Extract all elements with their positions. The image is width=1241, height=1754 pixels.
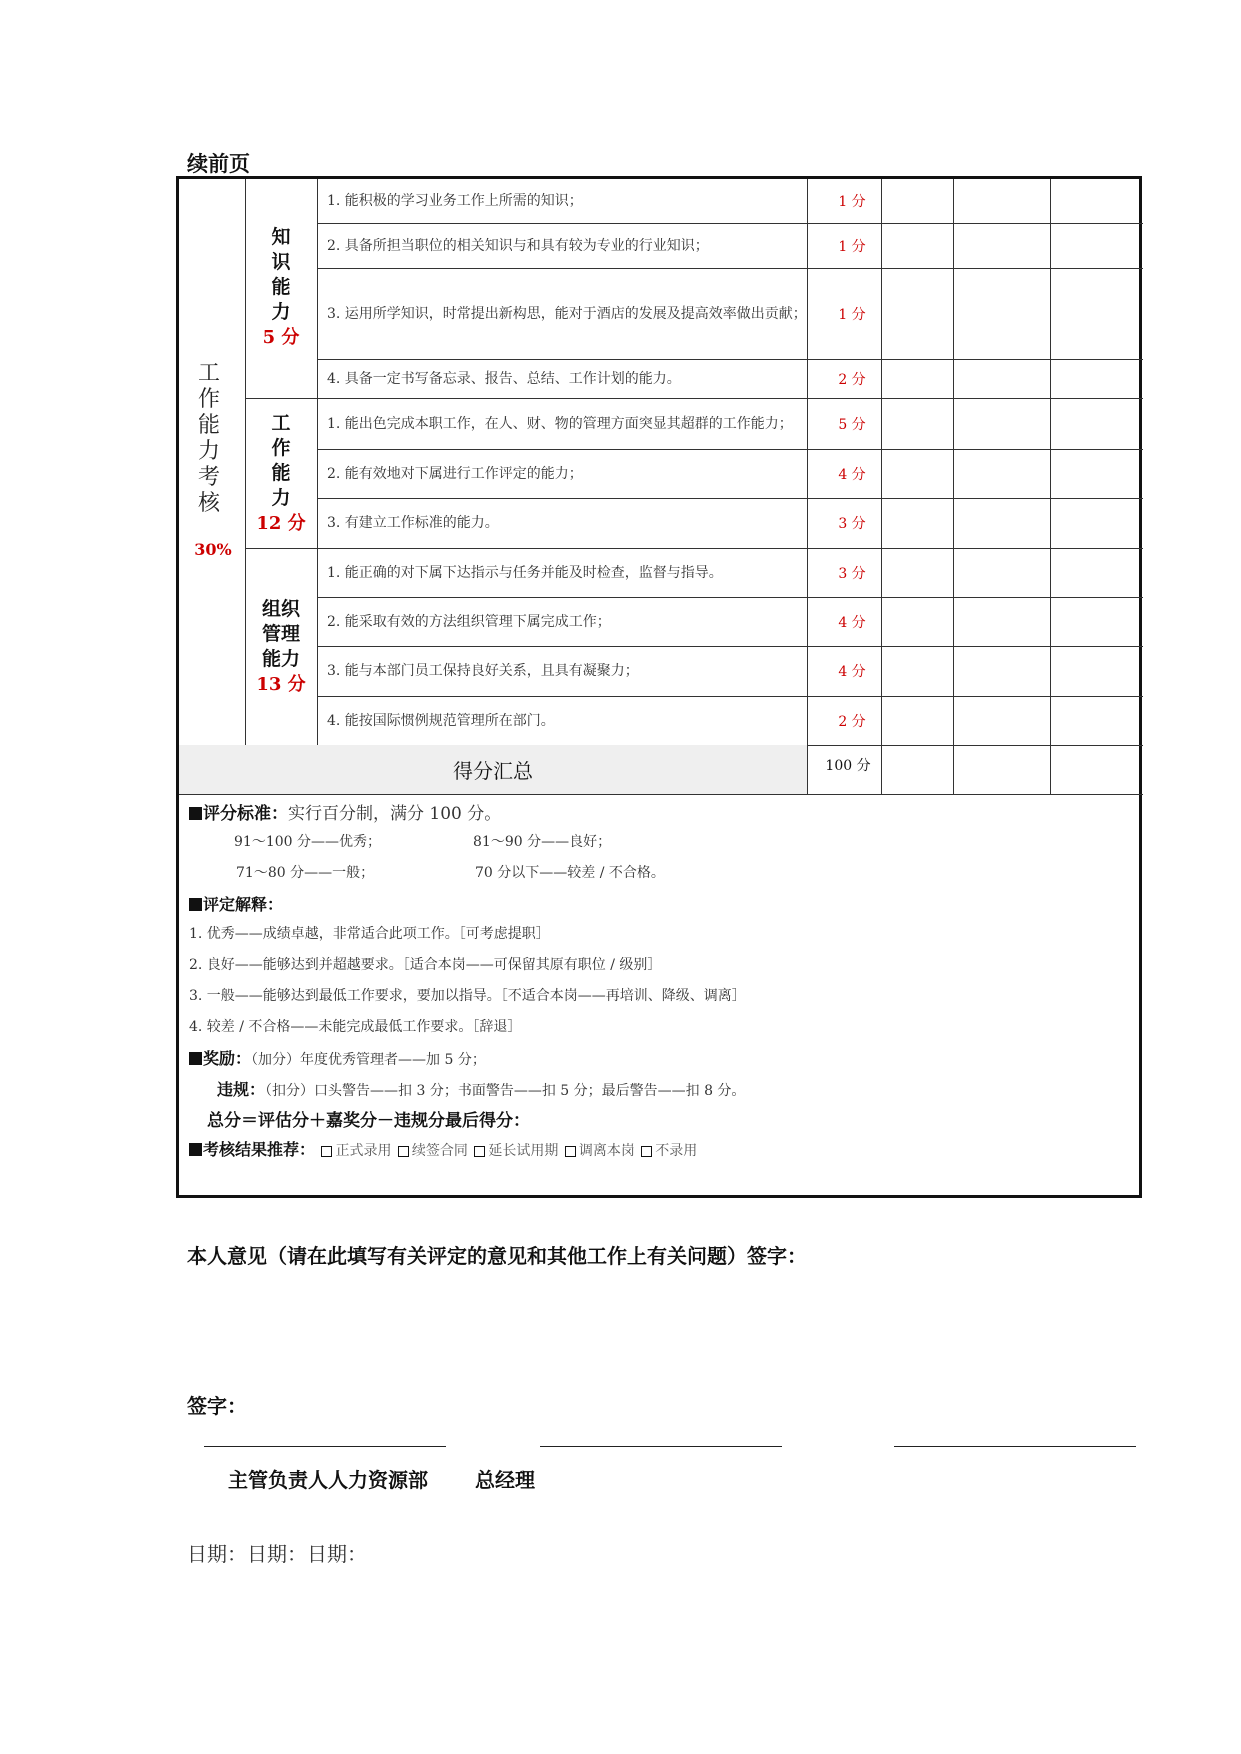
criteria-item: 4. 具备一定书写备忘录、报告、总结、工作计划的能力。 bbox=[327, 370, 681, 387]
recommend-option: 调离本岗 bbox=[578, 1143, 635, 1159]
violation-text: （扣分）口头警告——扣 3 分；书面警告——扣 5 分；最后警告——扣 8 分。 bbox=[265, 1083, 746, 1099]
criteria-item: 2. 具备所担当职位的相关知识与和具有较为专业的行业知识； bbox=[327, 237, 709, 254]
col-divider bbox=[953, 179, 954, 794]
section-organization: 组织 管理 能力 13 分 bbox=[245, 597, 317, 697]
criteria-score: 4 分 bbox=[838, 664, 866, 680]
grade-range: 91～100 分——优秀； bbox=[234, 834, 381, 850]
criteria-item: 1. 能出色完成本职工作，在人、财、物的管理方面突显其超群的工作能力； bbox=[327, 415, 793, 432]
recommend-option: 不录用 bbox=[655, 1143, 698, 1159]
continued-label: 续前页 bbox=[187, 151, 250, 176]
explanation-item: 2. 良好——能够达到并超越要求。［适合本岗——可保留其原有职位 / 级别］ bbox=[189, 957, 662, 973]
checkbox[interactable] bbox=[474, 1146, 485, 1157]
reward-heading: 奖励： bbox=[203, 1049, 252, 1068]
col-divider bbox=[1050, 179, 1051, 794]
criteria-item: 3. 运用所学知识，时常提出新构思，能对于酒店的发展及提高效率做出贡献； bbox=[327, 305, 807, 322]
category-percent: 30% bbox=[194, 540, 232, 559]
explanation-heading: 评定解释： bbox=[203, 895, 284, 914]
recommend-option: 续签合同 bbox=[411, 1143, 468, 1159]
signature-label: 签字： bbox=[187, 1394, 247, 1418]
dates: 日期：日期：日期： bbox=[187, 1542, 367, 1566]
category-title: 工 作 能 力 考 核 bbox=[197, 361, 220, 516]
col-divider bbox=[317, 179, 318, 745]
criteria-score: 3 分 bbox=[838, 516, 866, 532]
violation-heading: 违规： bbox=[217, 1080, 266, 1099]
criteria-item: 1. 能正确的对下属下达指示与任务并能及时检查，监督与指导。 bbox=[327, 564, 723, 581]
bullet-square-icon bbox=[189, 898, 202, 911]
summary-label: 得分汇总 bbox=[453, 759, 533, 783]
section-points: 5 分 bbox=[262, 327, 300, 348]
criteria-score: 1 分 bbox=[838, 306, 866, 323]
sign-roles: 主管负责人人力资源部 总经理 bbox=[228, 1468, 535, 1492]
criteria-item: 3. 能与本部门员工保持良好关系，且具有凝聚力； bbox=[327, 663, 639, 679]
criteria-item: 3. 有建立工作标准的能力。 bbox=[327, 515, 499, 531]
criteria-item: 2. 能采取有效的方法组织管理下属完成工作； bbox=[327, 613, 611, 630]
checkbox[interactable] bbox=[321, 1146, 332, 1157]
criteria-score: 4 分 bbox=[838, 466, 866, 483]
explanation-item: 3. 一般——能够达到最低工作要求，要加以指导。［不适合本岗——再培训、降级、调离］ bbox=[189, 988, 746, 1004]
bullet-square-icon bbox=[189, 1143, 202, 1156]
grade-range: 81～90 分——良好； bbox=[473, 834, 612, 850]
signature-line[interactable] bbox=[204, 1446, 446, 1447]
standards-desc: 实行百分制，满分 100 分。 bbox=[288, 804, 502, 824]
signature-line[interactable] bbox=[540, 1446, 782, 1447]
evaluation-table bbox=[176, 176, 1142, 1198]
criteria-score: 4 分 bbox=[838, 614, 866, 631]
section-knowledge: 知 识 能 力 5 分 bbox=[245, 225, 317, 350]
explanation-item: 1. 优秀——成绩卓越，非常适合此项工作。［可考虑提职］ bbox=[189, 926, 550, 942]
criteria-item: 1. 能积极的学习业务工作上所需的知识； bbox=[327, 193, 583, 209]
personal-opinion: 本人意见（请在此填写有关评定的意见和其他工作上有关问题）签字： bbox=[187, 1244, 807, 1268]
summary-score: 100 分 bbox=[825, 758, 871, 774]
criteria-item: 4. 能按国际惯例规范管理所在部门。 bbox=[327, 712, 555, 729]
grade-range: 71～80 分——一般； bbox=[236, 865, 375, 881]
explanation-item: 4. 较差 / 不合格——未能完成最低工作要求。［辞退］ bbox=[189, 1019, 522, 1035]
criteria-score: 3 分 bbox=[838, 565, 866, 582]
criteria-score: 1 分 bbox=[838, 238, 866, 255]
col-divider bbox=[807, 179, 808, 794]
signature-line[interactable] bbox=[894, 1446, 1136, 1447]
section-points: 13 分 bbox=[256, 674, 306, 695]
section-work: 工 作 能 力 12 分 bbox=[245, 411, 317, 536]
recommend-option: 正式录用 bbox=[335, 1143, 392, 1159]
bullet-square-icon bbox=[189, 1052, 202, 1065]
criteria-score: 5 分 bbox=[838, 416, 866, 433]
criteria-score: 2 分 bbox=[838, 371, 866, 388]
summary-bottom-line bbox=[179, 794, 1143, 795]
section-points: 12 分 bbox=[256, 513, 306, 534]
criteria-item: 2. 能有效地对下属进行工作评定的能力； bbox=[327, 465, 583, 482]
checkbox[interactable] bbox=[398, 1146, 409, 1157]
grade-range: 70 分以下——较差 / 不合格。 bbox=[475, 865, 665, 881]
reward-text: （加分）年度优秀管理者——加 5 分； bbox=[251, 1052, 486, 1068]
standards-heading: 评分标准： bbox=[203, 804, 288, 824]
recommend-option: 延长试用期 bbox=[488, 1143, 559, 1159]
total-formula: 总分＝评估分＋嘉奖分－违规分最后得分： bbox=[207, 1111, 530, 1131]
recommend-heading: 考核结果推荐： bbox=[203, 1140, 316, 1159]
bullet-square-icon bbox=[189, 807, 202, 820]
criteria-score: 1 分 bbox=[838, 194, 866, 210]
criteria-score: 2 分 bbox=[838, 713, 866, 730]
checkbox[interactable] bbox=[565, 1146, 576, 1157]
checkbox[interactable] bbox=[641, 1146, 652, 1157]
